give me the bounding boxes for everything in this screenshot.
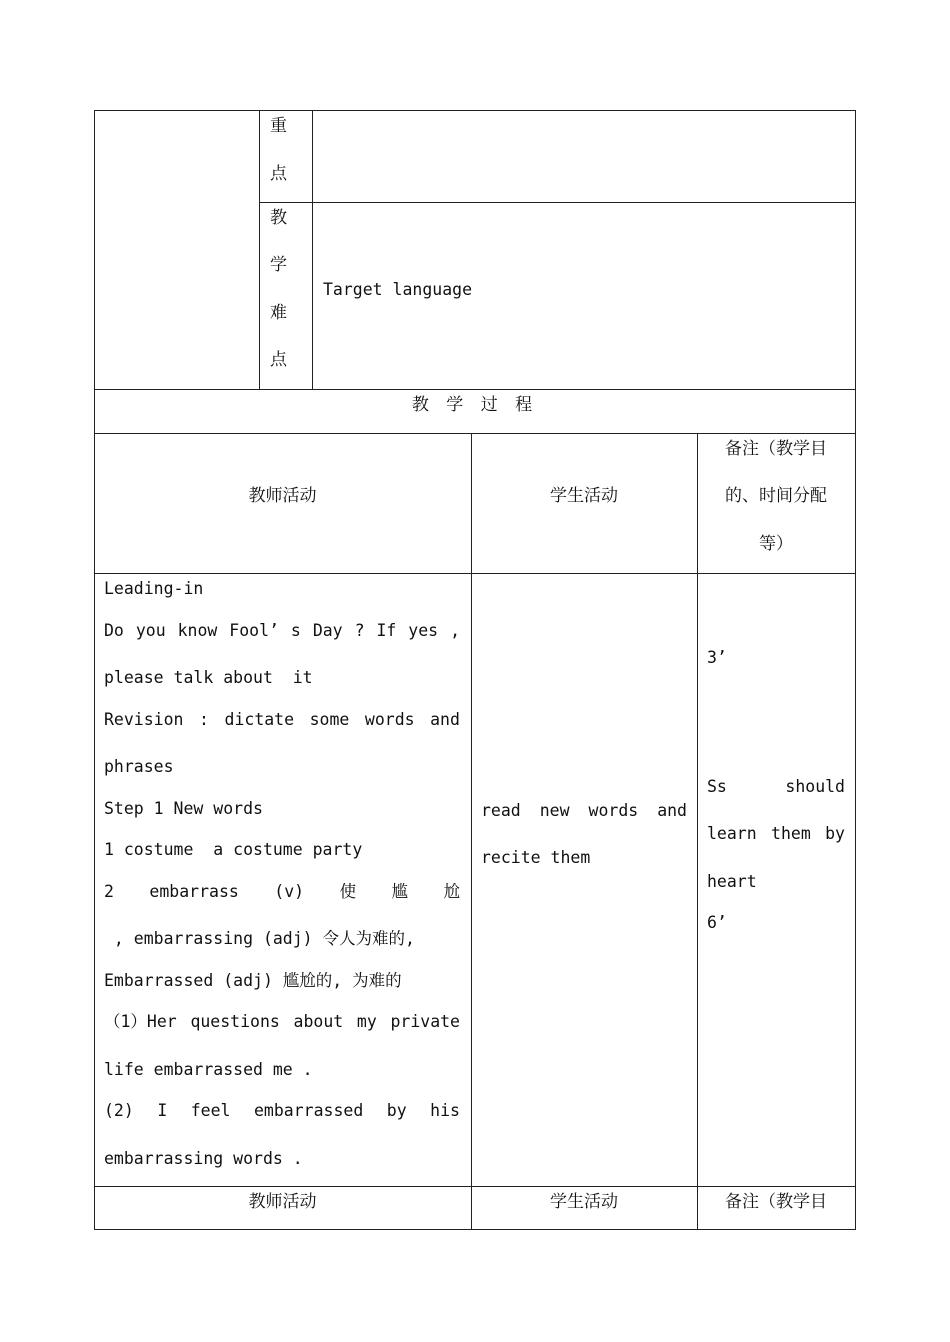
notes-header-line: 的、时间分配 [725, 486, 827, 506]
step-heading: Step 1 New words [104, 799, 263, 818]
table-border [94, 573, 856, 574]
notes-line-3: heart [707, 872, 757, 891]
vocab-item-2-line-2: , embarrassing (adj) 令人为难的, [104, 929, 415, 948]
table-border [94, 110, 95, 1230]
table-border [94, 110, 856, 111]
time-allocation: 6’ [707, 913, 727, 932]
notes-line: Ss should [707, 777, 845, 796]
key-points-label-char: 点 [270, 164, 287, 184]
table-border [855, 110, 856, 1230]
question-line-2: please talk about it [104, 668, 313, 687]
example-1-line-2: life embarrassed me . [104, 1060, 313, 1079]
student-activity-line: read new words and [481, 801, 687, 820]
example-1: （1）Her questions about my private [104, 1012, 460, 1031]
example-2-line-2: embarrassing words . [104, 1149, 303, 1168]
table-border [259, 110, 260, 390]
table-border [94, 1186, 856, 1187]
difficult-points-label-char: 教 [270, 208, 287, 228]
key-points-label-char: 重 [270, 116, 287, 136]
difficult-points-text: Target language [323, 280, 473, 299]
question-line: Do you know Fool’ s Day ? If yes , [104, 621, 460, 640]
teacher-activity-header: 教师活动 [248, 486, 317, 506]
table-border [94, 433, 856, 434]
leading-in-heading: Leading-in [104, 579, 204, 598]
table-border [471, 433, 472, 1230]
revision-line: Revision : dictate some words and [104, 710, 460, 729]
difficult-points-label-char: 学 [270, 255, 287, 275]
process-heading: 教 学 过 程 [411, 395, 539, 415]
notes-header-line: 备注（教学目 [725, 1192, 827, 1212]
notes-header-line: 等） [759, 534, 793, 554]
table-border [94, 1229, 856, 1230]
student-activity-header: 学生活动 [550, 486, 618, 506]
notes-line: learn them by [707, 824, 845, 843]
time-allocation: 3’ [707, 648, 727, 667]
revision-line-2: phrases [104, 757, 174, 776]
vocab-item-2: 2 embarrass (v) 使 尴 尬 [104, 882, 460, 901]
difficult-points-label-char: 点 [270, 350, 287, 370]
table-border [312, 110, 313, 390]
vocab-item-1: 1 costume a costume party [104, 840, 363, 859]
table-border [259, 202, 856, 203]
table-border [94, 389, 856, 390]
difficult-points-label-char: 难 [270, 303, 287, 323]
example-2: (2) I feel embarrassed by his [104, 1101, 460, 1120]
vocab-item-2-line-3: Embarrassed (adj) 尴尬的, 为难的 [104, 971, 402, 990]
student-activity-line-2: recite them [481, 848, 591, 867]
student-activity-header: 学生活动 [550, 1192, 618, 1212]
teacher-activity-header: 教师活动 [248, 1192, 317, 1212]
notes-header-line: 备注（教学目 [725, 439, 827, 459]
